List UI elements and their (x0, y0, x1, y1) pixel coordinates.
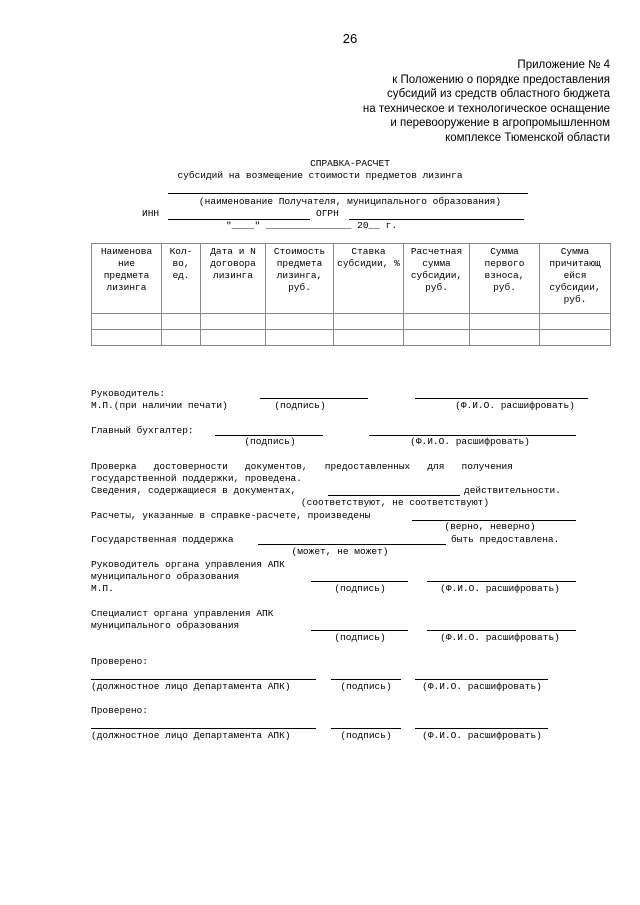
signature-caption: (подпись) (334, 632, 386, 643)
apk-head-name-field[interactable] (427, 581, 576, 582)
checked-label: Проверено: (91, 656, 149, 667)
signature-caption: (подпись) (340, 681, 392, 692)
table-cell[interactable] (334, 330, 404, 346)
appendix-line: Приложение № 4 (517, 59, 610, 71)
column-header: Наименова ние предмета лизинга (92, 244, 162, 314)
verification-text: Проверка достоверности документов, предоставленных для получения (91, 461, 513, 472)
table-header-row (92, 244, 611, 314)
official-caption: (должностное лицо Департамента АПК) (91, 730, 291, 741)
name-caption: (Ф.И.О. расшифровать) (422, 681, 542, 692)
table-row (92, 330, 611, 346)
official-name-field[interactable] (415, 728, 548, 729)
table-cell[interactable] (470, 314, 540, 330)
support-text: Государственная поддержка (91, 534, 234, 545)
accountant-label: Главный бухгалтер: (91, 425, 194, 436)
official-field[interactable] (91, 679, 316, 680)
appendix-line: субсидий из средств областного бюджета (386, 88, 610, 100)
table-cell[interactable] (92, 314, 162, 330)
apk-head-label: Руководитель органа управления АПК (91, 559, 285, 570)
apk-head-label: муниципального образования (91, 571, 240, 582)
table-cell[interactable] (540, 330, 611, 346)
document-title: СПРАВКА-РАСЧЕТ (310, 158, 390, 169)
appendix-line: на техническое и технологическое оснащение (362, 102, 610, 115)
appendix-line: к Положению о порядке предоставления (392, 73, 610, 86)
signature-caption: (подпись) (244, 436, 296, 447)
appendix-line: и перевооружение в агропромышленном (390, 117, 610, 129)
info-text-end: действительности. (464, 485, 561, 496)
head-name-field[interactable] (415, 398, 588, 399)
official-name-field[interactable] (415, 679, 548, 680)
head-signature-field[interactable] (260, 398, 368, 399)
name-caption: (Ф.И.О. расшифровать) (440, 583, 560, 594)
support-status-field[interactable] (258, 544, 446, 545)
leasing-table (91, 243, 611, 346)
column-header: Стоимость предмета лизинга, руб. (266, 244, 334, 314)
appendix-header (300, 58, 610, 145)
table-cell[interactable] (162, 314, 201, 330)
signature-caption: (подпись) (340, 730, 392, 741)
info-text: Сведения, содержащиеся в документах, (91, 485, 297, 496)
official-signature-field[interactable] (331, 679, 401, 680)
column-header: Сумма причитающ ейся субсидии, руб. (540, 244, 611, 314)
ogrn-label: ОГРН (316, 208, 339, 219)
table-cell[interactable] (334, 314, 404, 330)
column-header: Кол-во, ед. (162, 244, 201, 314)
table-cell[interactable] (266, 330, 334, 346)
support-caption: (может, не может) (291, 546, 389, 557)
table-cell[interactable] (266, 314, 334, 330)
apk-specialist-label: муниципального образования (91, 620, 240, 631)
head-label: Руководитель: (91, 388, 166, 399)
name-caption: (Ф.И.О. расшифровать) (455, 400, 575, 411)
table-cell[interactable] (404, 314, 470, 330)
apk-stamp-label: М.П. (91, 583, 114, 594)
official-caption: (должностное лицо Департамента АПК) (91, 681, 291, 692)
official-signature-field[interactable] (331, 728, 401, 729)
page-number: 26 (342, 31, 358, 46)
apk-head-signature-field[interactable] (311, 581, 408, 582)
table-cell[interactable] (92, 330, 162, 346)
apk-specialist-name-field[interactable] (427, 630, 576, 631)
table-row (92, 314, 611, 330)
appendix-line: комплексе Тюменской области (445, 131, 610, 144)
official-field[interactable] (91, 728, 316, 729)
column-header: Расчетная сумма субсидии, руб. (404, 244, 470, 314)
checked-label: Проверено: (91, 705, 149, 716)
verification-text: государственной поддержки, проведена. (91, 473, 302, 484)
table-cell[interactable] (201, 314, 266, 330)
recipient-name-field[interactable] (168, 193, 528, 194)
calc-text: Расчеты, указанные в справке-расчете, произведены (91, 510, 371, 521)
document-subtitle: субсидий на возмещение стоимости предметов лизинга (177, 170, 463, 181)
apk-specialist-signature-field[interactable] (311, 630, 408, 631)
name-caption: (Ф.И.О. расшифровать) (440, 632, 560, 643)
table-cell[interactable] (470, 330, 540, 346)
inn-label: ИНН (142, 208, 160, 219)
column-header: Ставка субсидии, % (334, 244, 404, 314)
table-cell[interactable] (540, 314, 611, 330)
column-header: Дата и N договора лизинга (201, 244, 266, 314)
info-caption: (соответствуют, не соответствуют) (300, 497, 490, 508)
table-cell[interactable] (404, 330, 470, 346)
signature-caption: (подпись) (334, 583, 386, 594)
apk-specialist-label: Специалист органа управления АПК (91, 608, 274, 619)
calc-caption: (верно, неверно) (444, 521, 536, 532)
name-caption: (Ф.И.О. расшифровать) (422, 730, 542, 741)
name-caption: (Ф.И.О. расшифровать) (410, 436, 530, 447)
info-status-field[interactable] (328, 495, 460, 496)
recipient-caption: (наименование Получателя, муниципального образования) (198, 196, 502, 207)
column-header: Сумма первого взноса, руб. (470, 244, 540, 314)
table-cell[interactable] (162, 330, 201, 346)
stamp-label: М.П.(при наличии печати) (91, 400, 228, 411)
support-text-end: быть предоставлена. (451, 534, 560, 545)
signature-caption: (подпись) (274, 400, 326, 411)
date-line[interactable]: "____" _______________ 20__ г. (226, 220, 398, 231)
table-cell[interactable] (201, 330, 266, 346)
